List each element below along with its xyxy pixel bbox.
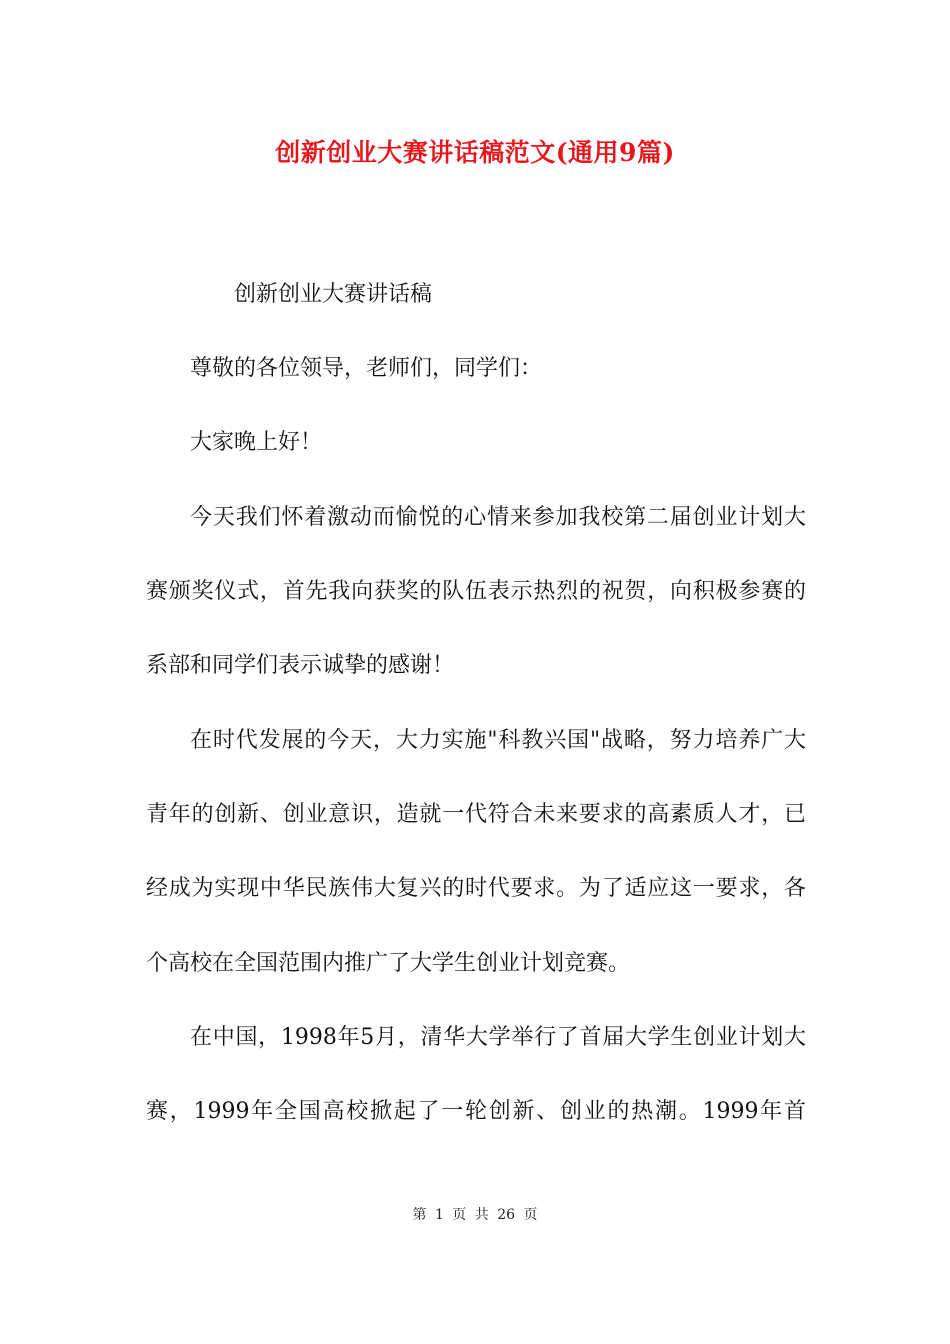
paragraph-line: 在时代发展的今天，大力实施"科教兴国"战略，努力培养广大 — [190, 728, 806, 753]
section-heading: 创新创业大赛讲话稿 — [234, 282, 433, 307]
paragraph-line: 青年的创新、创业意识，造就一代符合未来要求的高素质人才，已 — [146, 802, 806, 827]
page-footer: 第 1 页 共 26 页 — [412, 1207, 538, 1223]
document-title: 创新创业大赛讲话稿范文(通用9篇) — [275, 138, 675, 167]
greeting-line: 大家晚上好！ — [190, 430, 323, 455]
salutation-line: 尊敬的各位领导，老师们，同学们： — [190, 356, 543, 381]
paragraph-line: 赛颁奖仪式，首先我向获奖的队伍表示热烈的祝贺，向积极参赛的 — [146, 579, 806, 604]
paragraph-line: 经成为实现中华民族伟大复兴的时代要求。为了适应这一要求，各 — [146, 876, 806, 901]
paragraph-line: 赛，1999年全国高校掀起了一轮创新、创业的热潮。1999年首 — [146, 1099, 806, 1124]
paragraph-line: 在中国，1998年5月，清华大学举行了首届大学生创业计划大 — [190, 1025, 806, 1050]
paragraph-line: 系部和同学们表示诚挚的感谢！ — [146, 653, 455, 678]
paragraph-line: 个高校在全国范围内推广了大学生创业计划竞赛。 — [146, 951, 631, 976]
paragraph-line: 今天我们怀着激动而愉悦的心情来参加我校第二届创业计划大 — [190, 505, 806, 530]
